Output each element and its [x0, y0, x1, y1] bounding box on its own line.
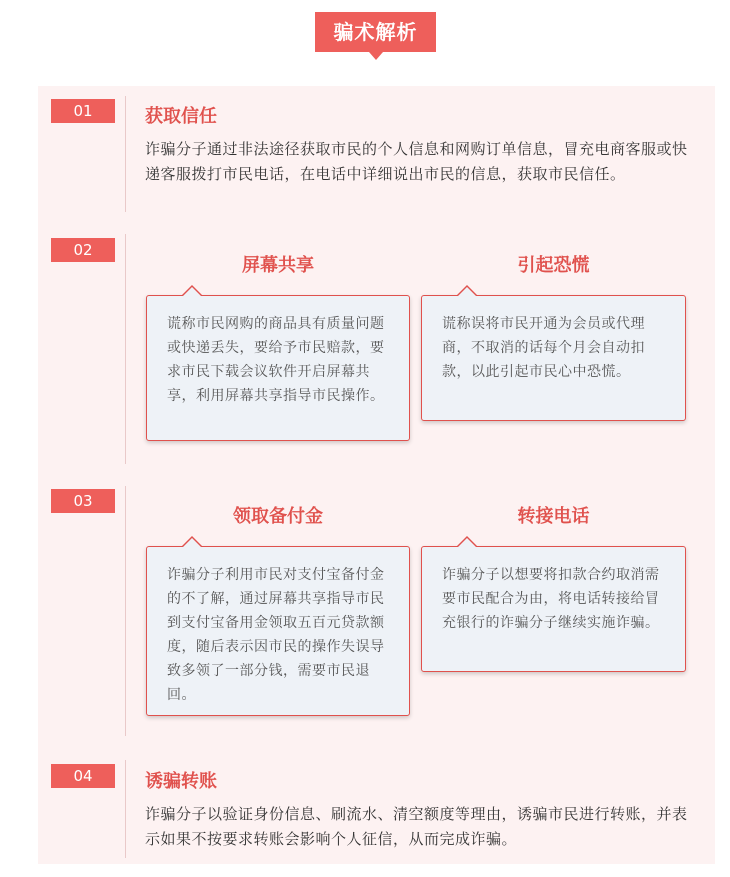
step-badge-02: 02 — [51, 238, 115, 262]
section-divider-03 — [125, 486, 126, 736]
card-title-transfer-call: 转接电话 — [517, 506, 590, 527]
card-text-transfer-call: 诈骗分子以想要将扣款合约取消需要市民配合为由，将电话转接给冒充银行的诈骗分子继续实施诈骗。 — [442, 567, 660, 631]
step-badge-04: 04 — [51, 764, 115, 788]
section-title-04: 诱骗转账 — [145, 771, 217, 792]
card-title-screen-share: 屏幕共享 — [242, 255, 314, 276]
card-panic — [421, 295, 686, 421]
section-divider-02 — [125, 234, 126, 464]
card-reserve-fund — [146, 546, 410, 716]
card-title-panic: 引起恐慌 — [517, 255, 590, 276]
page-title: 骗术解析 — [315, 12, 436, 52]
header — [0, 0, 730, 70]
step-badge-03: 03 — [51, 489, 115, 513]
section-text-04: 诈骗分子以验证身份信息、刷流水、清空额度等理由，诱骗市民进行转账，并表示如果不按要求转账会影响个人征信，从而完成诈骗。 — [145, 805, 688, 848]
card-title-reserve-fund: 领取备付金 — [233, 506, 323, 527]
card-transfer-call — [421, 546, 686, 672]
section-divider-01 — [125, 96, 126, 212]
step-badge-01: 01 — [51, 99, 115, 123]
title-pointer — [369, 52, 383, 60]
card-text-panic: 谎称误将市民开通为会员或代理商，不取消的话每个月会自动扣款，以此引起市民心中恐慌。 — [442, 316, 645, 380]
card-screen-share — [146, 295, 410, 441]
content-panel — [38, 86, 715, 864]
section-text-01: 诈骗分子通过非法途径获取市民的个人信息和网购订单信息，冒充电商客服或快递客服拨打市民电话，在电话中详细说出市民的信息，获取市民信任。 — [145, 140, 688, 183]
card-text-screen-share: 谎称市民网购的商品具有质量问题或快递丢失，要给予市民赔款，要求市民下载会议软件开启屏幕共享，利用屏幕共享指导市民操作。 — [167, 316, 385, 404]
section-title-01: 获取信任 — [145, 106, 217, 127]
section-divider-04 — [125, 760, 126, 858]
card-text-reserve-fund: 诈骗分子利用市民对支付宝备付金的不了解，通过屏幕共享指导市民到支付宝备用金领取五百元贷款额度，随后表示因市民的操作失误导致多领了一部分钱，需要市民退回。 — [167, 567, 385, 703]
